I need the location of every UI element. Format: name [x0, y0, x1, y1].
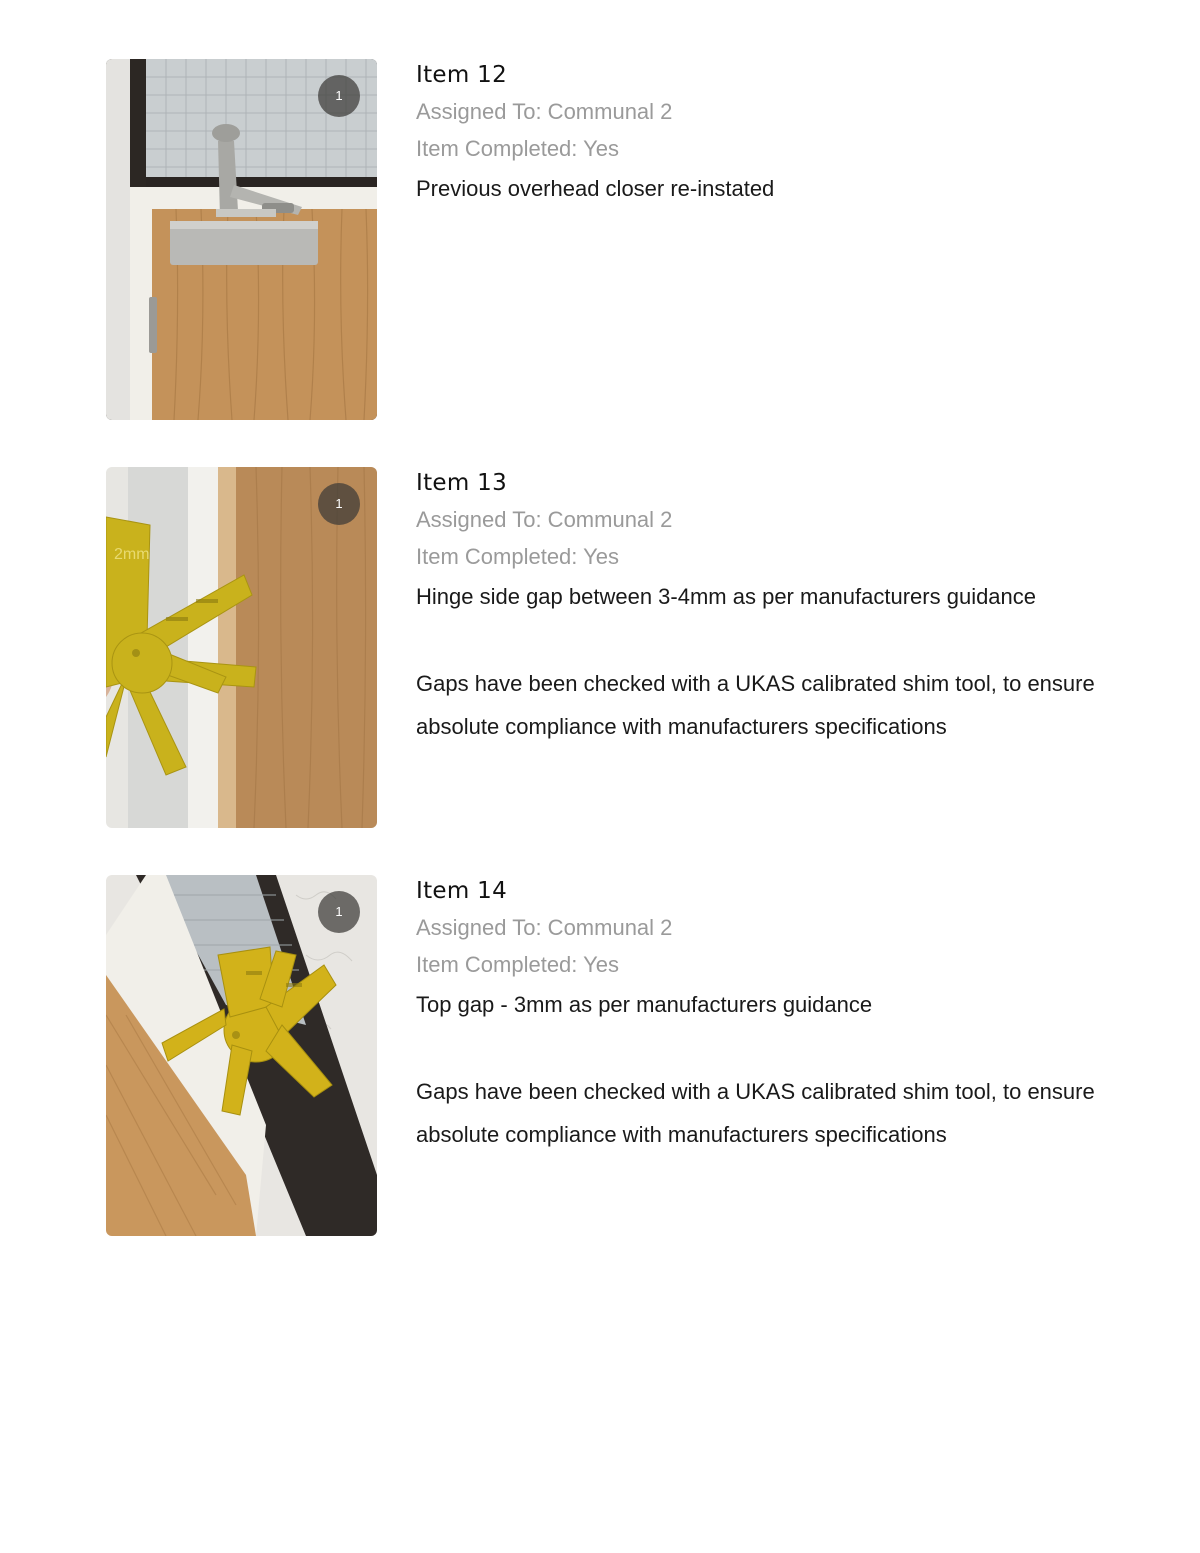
description-text: Previous overhead closer re-instated	[416, 176, 775, 201]
inspection-note: Gaps have been checked with a UKAS calibrated shim tool, to ensure absolute compliance with manufacturers specifications	[416, 1079, 1095, 1147]
item-title: Item 14	[416, 878, 508, 904]
item-photo[interactable]	[106, 59, 377, 420]
assigned-to: Assigned To: Communal 2	[416, 99, 673, 124]
inspection-note: Gaps have been checked with a UKAS calibrated shim tool, to ensure absolute compliance with manufacturers specifications	[416, 671, 1095, 739]
item-details	[416, 467, 1116, 748]
report-item	[106, 59, 1106, 421]
item-details	[416, 875, 1116, 1156]
report-item	[106, 467, 1106, 829]
item-completed: Item Completed: Yes	[416, 136, 620, 161]
item-title: Item 13	[416, 470, 508, 496]
item-photo[interactable]	[106, 875, 377, 1236]
description-text: Hinge side gap between 3-4mm as per manufacturers guidance	[416, 584, 1037, 609]
assigned-to: Assigned To: Communal 2	[416, 915, 673, 940]
item-description	[416, 985, 1116, 1156]
assigned-to: Assigned To: Communal 2	[416, 507, 673, 532]
description-text: Top gap - 3mm as per manufacturers guidance	[416, 992, 873, 1017]
item-description	[416, 169, 1116, 208]
photo-count-badge: 1	[318, 483, 360, 525]
item-title: Item 12	[416, 62, 508, 88]
report-item	[106, 875, 1106, 1237]
item-photo[interactable]	[106, 467, 377, 828]
item-completed: Item Completed: Yes	[416, 544, 620, 569]
item-completed: Item Completed: Yes	[416, 952, 620, 977]
photo-count-badge: 1	[318, 891, 360, 933]
item-description	[416, 577, 1116, 748]
item-details	[416, 59, 1116, 208]
svg-text:2mm: 2mm	[114, 546, 150, 563]
photo-count-badge: 1	[318, 75, 360, 117]
